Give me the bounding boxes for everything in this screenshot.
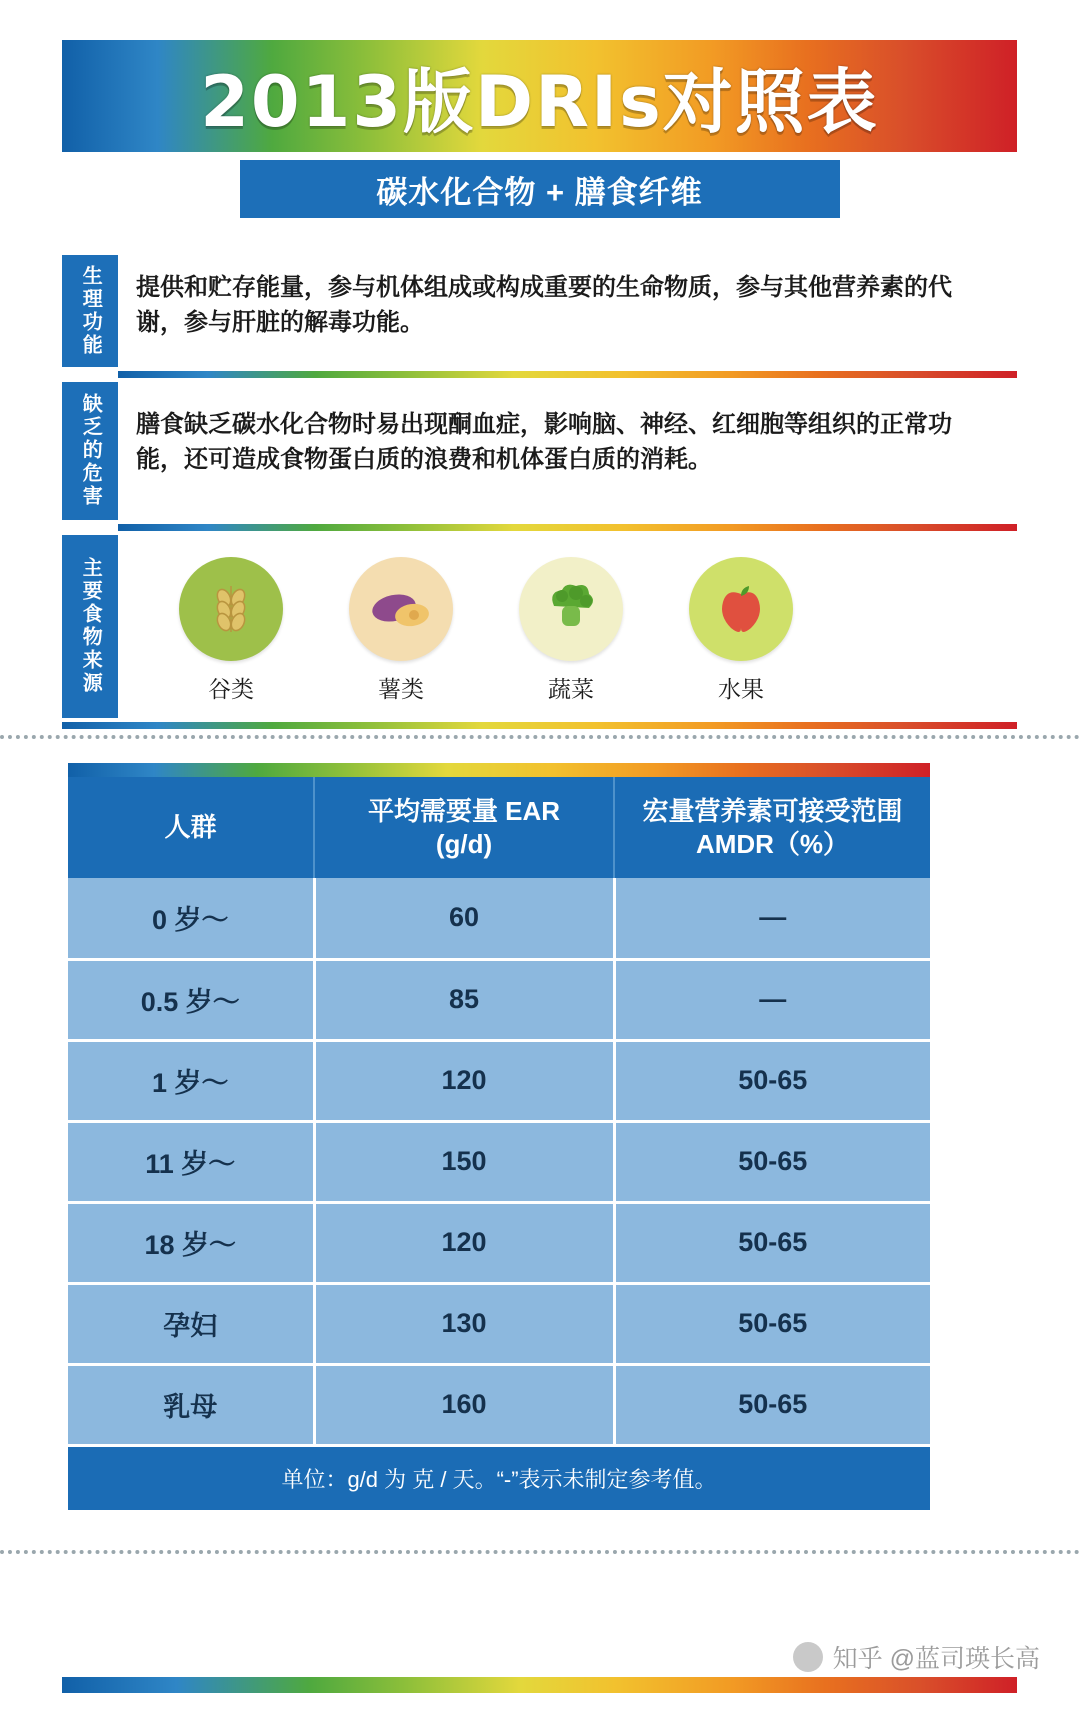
cell-ear: 160 [314, 1364, 614, 1445]
section-text-physiological-function: 提供和贮存能量，参与机体组成或构成重要的生命物质，参与其他营养素的代谢，参与肝脏的解毒功能。 [136, 274, 952, 336]
dri-table [68, 777, 930, 1447]
cell-amdr: 50-65 [614, 1202, 930, 1283]
watermark [793, 1639, 1040, 1675]
cell-amdr: 50-65 [614, 1121, 930, 1202]
column-header-amdr-line2: AMDR（%） [695, 828, 850, 859]
subtitle-banner [240, 160, 840, 218]
divider-rainbow-3 [62, 722, 1017, 729]
table-row [68, 878, 930, 959]
table-row [68, 1121, 930, 1202]
section-food-sources [62, 535, 1017, 718]
broccoli-icon [519, 557, 623, 661]
divider-rainbow-1 [118, 371, 1017, 378]
food-label-tuber: 薯类 [378, 675, 424, 702]
divider-rainbow-2 [118, 524, 1017, 531]
column-header-ear-line2: (g/d) [435, 828, 493, 859]
column-header-group: 人群 [68, 777, 314, 878]
food-item-grain [146, 557, 316, 704]
info-sections [62, 255, 1017, 729]
section-label-food-sources: 主要食物来源 [62, 535, 118, 718]
food-label-grain: 谷类 [208, 675, 254, 702]
food-label-vegetable: 蔬菜 [548, 675, 594, 702]
page-title: 2013版DRIs对照表 [200, 60, 879, 143]
cell-group: 乳母 [68, 1364, 314, 1445]
column-header-ear [314, 777, 614, 878]
cell-ear: 85 [314, 959, 614, 1040]
cell-amdr: — [614, 959, 930, 1040]
watermark-text: 知乎 @蓝司瑛长高 [832, 1645, 1040, 1673]
food-item-tuber [316, 557, 486, 704]
table-row [68, 959, 930, 1040]
table-row [68, 1040, 930, 1121]
sweet-potato-icon [349, 557, 453, 661]
column-header-amdr [614, 777, 930, 878]
section-body-physiological-function [118, 255, 1017, 367]
footer-rainbow-bar [62, 1677, 1017, 1693]
table-row [68, 1283, 930, 1364]
column-header-ear-line1: 平均需要量 EAR [367, 796, 561, 826]
table-header-row [68, 777, 930, 878]
food-label-fruit: 水果 [718, 675, 764, 702]
section-text-deficiency-harm: 膳食缺乏碳水化合物时易出现酮血症，影响脑、神经、红细胞等组织的正常功能，还可造成食物蛋白质的浪费和机体蛋白质的消耗。 [136, 411, 952, 473]
cell-ear: 60 [314, 878, 614, 959]
section-label-physiological-function: 生理功能 [62, 255, 118, 367]
section-label-deficiency-harm: 缺乏的危害 [62, 382, 118, 520]
title-block [62, 40, 1017, 218]
food-item-vegetable [486, 557, 656, 704]
dotted-separator-top [0, 735, 1080, 739]
wheat-icon [179, 557, 283, 661]
cell-ear: 150 [314, 1121, 614, 1202]
section-body-food-sources [118, 535, 1017, 718]
cell-group: 1 岁～ [68, 1040, 314, 1121]
cell-group: 18 岁～ [68, 1202, 314, 1283]
cell-amdr: 50-65 [614, 1283, 930, 1364]
cell-amdr: 50-65 [614, 1040, 930, 1121]
table-row [68, 1364, 930, 1445]
dri-table-section [68, 763, 930, 1510]
avatar [793, 1642, 823, 1672]
column-header-amdr-line1: 宏量营养素可接受范围 [642, 796, 903, 826]
cell-ear: 130 [314, 1283, 614, 1364]
section-deficiency-harm [62, 382, 1017, 520]
cell-amdr: — [614, 878, 930, 959]
table-rainbow-bar [68, 763, 930, 777]
cell-group: 11 岁～ [68, 1121, 314, 1202]
cell-ear: 120 [314, 1040, 614, 1121]
cell-group: 0 岁～ [68, 878, 314, 959]
food-item-fruit [656, 557, 826, 704]
table-note: 单位：g/d 为 克 / 天。“-”表示未制定参考值。 [68, 1447, 930, 1510]
cell-group: 0.5 岁～ [68, 959, 314, 1040]
cell-group: 孕妇 [68, 1283, 314, 1364]
apple-icon [689, 557, 793, 661]
cell-amdr: 50-65 [614, 1364, 930, 1445]
table-row [68, 1202, 930, 1283]
cell-ear: 120 [314, 1202, 614, 1283]
section-body-deficiency-harm [118, 382, 1017, 520]
section-physiological-function [62, 255, 1017, 367]
title-banner [62, 40, 1017, 152]
page-subtitle: 碳水化合物 + 膳食纤维 [376, 174, 703, 210]
dotted-separator-bottom [0, 1550, 1080, 1554]
